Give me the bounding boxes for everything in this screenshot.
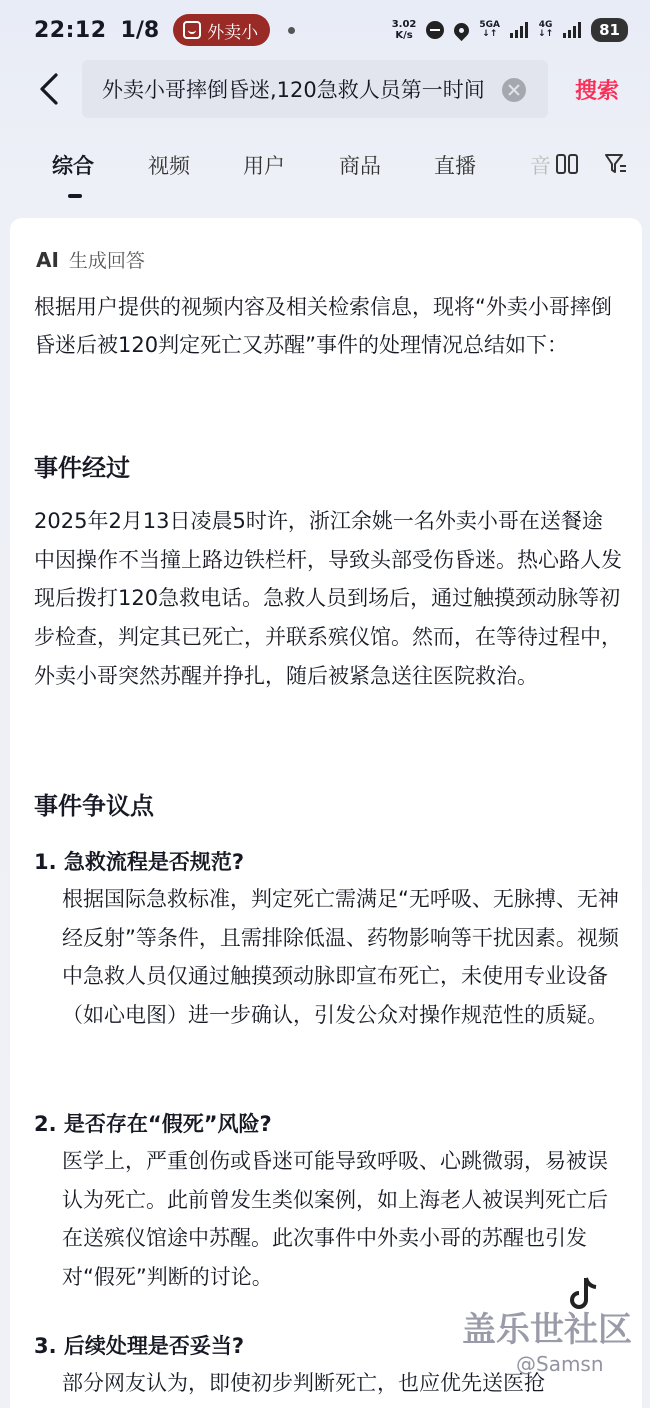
point-body-2: 医学上，严重创伤或昏迷可能导致呼吸、心跳微弱，易被误认为死亡。此前曾发生类似案例，如上海老人被误判死亡后在送殡仪馆途中苏醒。此次事件中外卖小哥的苏醒也引发对“假死”判断的讨论。: [62, 1149, 608, 1289]
network-speed: [392, 19, 417, 41]
search-header: [0, 58, 650, 120]
point-body-1: 根据国际急救标准，判定死亡需满足“无呼吸、无脉搏、无神经反射”等条件，且需排除低温、药物影响等干扰因素。视频中急救人员仅通过触摸颈动脉即宣布死亡，未使用专业设备（如心电图）进一步确认，引发公众对操作规范性的质疑。: [62, 887, 619, 1027]
tab-video[interactable]: 视频: [148, 154, 190, 178]
status-icons: [392, 18, 628, 42]
location-icon: [451, 19, 472, 40]
network-arrows-icon: ↓↑: [482, 29, 498, 39]
section-heading-disputes: 事件争议点: [34, 792, 154, 820]
network-arrows-icon-2: ↓↑: [538, 29, 554, 39]
ai-answer-title: 生成回答: [68, 250, 145, 272]
status-bar: [0, 0, 650, 60]
tab-products[interactable]: 商品: [339, 154, 381, 178]
ai-logo-icon: AI: [36, 247, 59, 272]
back-button[interactable]: [34, 72, 64, 106]
section-body-events: 2025年2月13日凌晨5时许，浙江余姚一名外卖小哥在送餐途中因操作不当撞上路边铁栏杆，导致头部受伤昏迷。热心路人发现后拨打120急救电话。急救人员到场后，通过触摸颈动脉等初步检查，判定其已死亡，并联系殡仪馆。然而，在等待过程中，外卖小哥突然苏醒并挣扎，随后被紧急送往医院救治。: [34, 509, 622, 688]
grid-menu-icon[interactable]: [556, 154, 578, 174]
app-pill-label: 外卖小: [207, 22, 259, 43]
active-tab-indicator: [68, 194, 82, 198]
search-input[interactable]: [82, 60, 548, 118]
network-5g-label: 5GA: [479, 20, 501, 30]
point-title-1: 1. 急救流程是否规范?: [34, 850, 245, 874]
section-heading-events: 事件经过: [34, 454, 130, 482]
point-body-3: 部分网友认为，即使初步判断死亡，也应优先送医抢: [62, 1371, 545, 1395]
tab-live[interactable]: 直播: [434, 154, 476, 178]
search-button[interactable]: 搜索: [575, 79, 620, 104]
ai-answer-card: [10, 218, 642, 1408]
network-4g-label: 4G: [538, 20, 553, 30]
search-tabs: [0, 140, 650, 200]
signal-bars-icon: [510, 22, 528, 38]
search-query-text: 外卖小哥摔倒昏迷,120急救人员第一时间: [102, 78, 485, 102]
network-5g-indicator: [479, 21, 500, 39]
clear-icon[interactable]: [502, 78, 526, 102]
network-4g-indicator: [538, 21, 553, 39]
battery-indicator: 81: [591, 18, 628, 42]
point-title-2: 2. 是否存在“假死”风险?: [34, 1112, 272, 1136]
tab-comprehensive[interactable]: 综合: [52, 154, 94, 178]
app-notification-pill[interactable]: [173, 14, 270, 46]
notification-dot-icon: [288, 27, 295, 34]
page-indicator: 1/8: [120, 17, 160, 43]
filter-icon[interactable]: [604, 152, 628, 176]
ai-answer-header: [36, 246, 145, 273]
tab-music[interactable]: 音: [530, 154, 551, 178]
answer-intro: 根据用户提供的视频内容及相关检索信息，现将“外卖小哥摔倒昏迷后被120判定死亡又苏醒”事件的处理情况总结如下：: [34, 295, 612, 357]
back-arrow-icon: [34, 72, 64, 106]
shopping-bag-icon: [183, 21, 201, 39]
signal-bars-icon-2: [563, 22, 581, 38]
watermark-site: 盖乐世社区: [462, 1310, 632, 1350]
watermark-user: @Samsn: [516, 1352, 604, 1376]
clock: 22:12: [34, 17, 107, 43]
network-speed-value: 3.02: [391, 19, 417, 30]
point-title-3: 3. 后续处理是否妥当?: [34, 1334, 245, 1358]
do-not-disturb-icon: [426, 21, 444, 39]
tab-users[interactable]: 用户: [243, 154, 285, 178]
network-speed-unit: K/s: [395, 30, 413, 41]
